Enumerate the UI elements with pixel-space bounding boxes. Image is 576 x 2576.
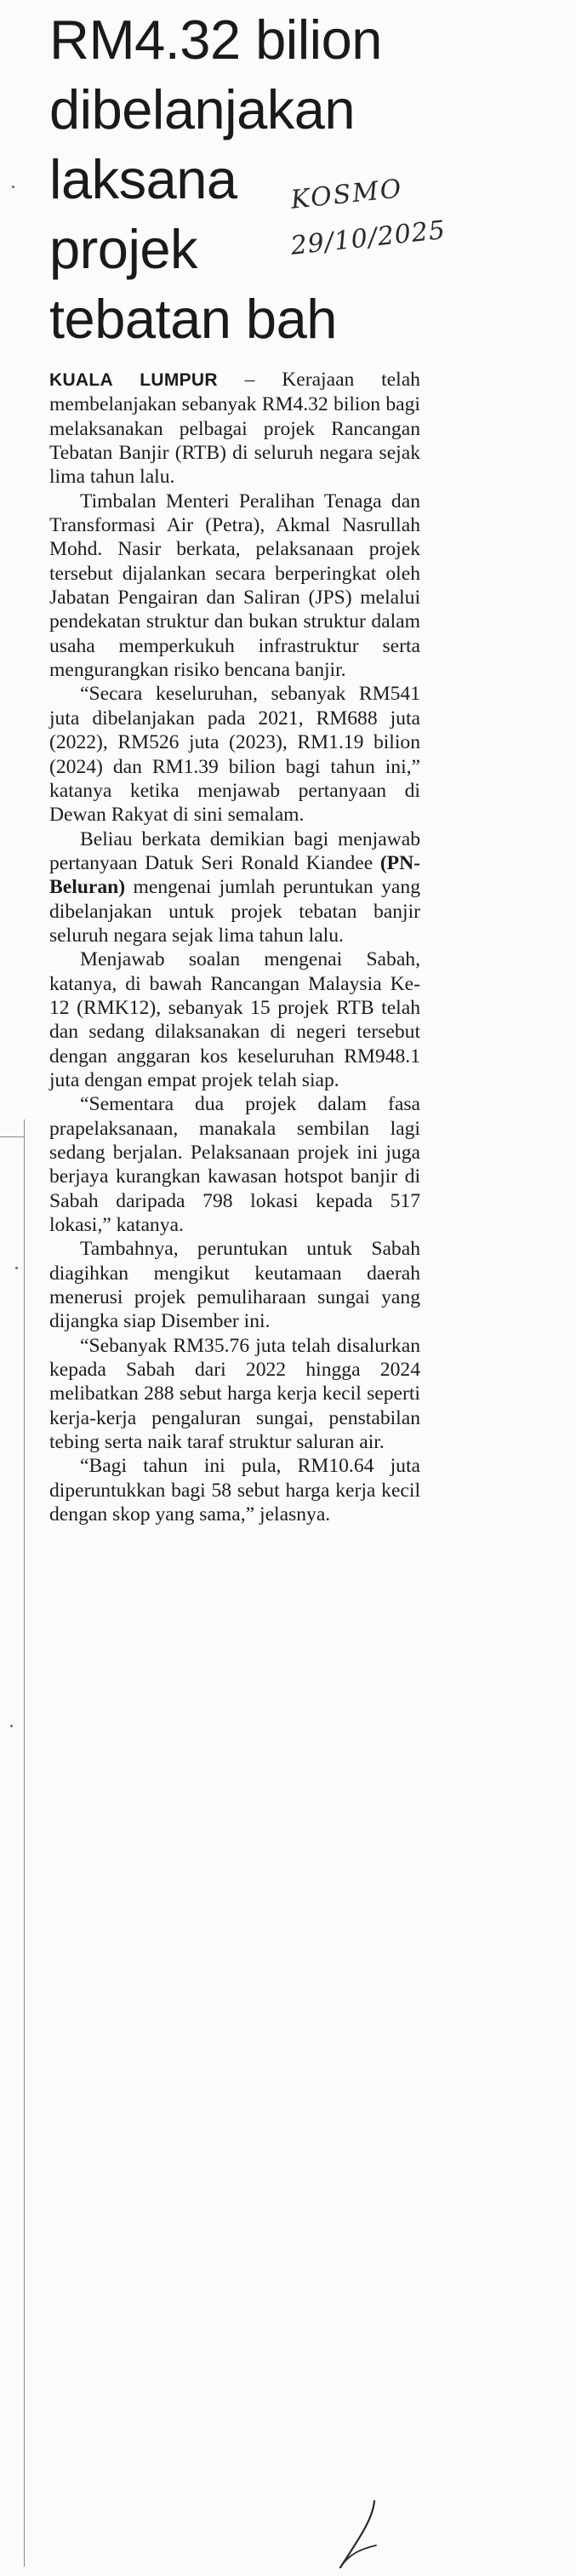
- column-rule-tick: [0, 1136, 24, 1137]
- article-paragraph: “Sebanyak RM35.76 juta telah disalurkan kepada Sabah dari 2022 hingga 2024 melibatkan 288 sebut harga kerja kecil seperti kerja-kerja pengaluran sungai, penstabilan tebing serta naik taraf struktur saluran air.: [49, 1334, 420, 1454]
- paragraph-text: mengenai jumlah peruntukan yang dibelanjakan untuk projek tebatan banjir seluruh negara sejak lima tahun lalu.: [49, 876, 420, 947]
- dateline: KUALA LUMPUR: [49, 370, 218, 390]
- headline-line: dibelanjakan: [49, 78, 356, 140]
- article-paragraph: [49, 368, 420, 489]
- article-paragraph: “Secara keseluruhan, sebanyak RM541 juta dibelanjakan pada 2021, RM688 juta (2022), RM526 juta (2023), RM1.19 bilion (2024) dan RM1.39 bilion bagi tahun ini,” katanya ketika menjawab pertanyaan di Dewan Rakyat di sini semalam.: [49, 683, 420, 827]
- article-paragraph: “Sementara dua projek dalam fasa prapelaksanaan, manakala sembilan lagi sedang berjalan. Pelaksanaan projek ini juga berjaya kurangkan kawasan hotspot banjir di Sabah daripada 798 lokasi kepada 517 lokasi,” katanya.: [49, 1093, 420, 1237]
- article-paragraph: “Bagi tahun ini pula, RM10.64 juta diperuntukkan bagi 58 sebut harga kerja kecil dengan skop yang sama,” jelasnya.: [49, 1455, 420, 1526]
- party-constituency: (PN-Beluran): [49, 851, 420, 899]
- headline: [49, 5, 526, 354]
- column-rule: [24, 1119, 25, 2567]
- headline-line: projek: [49, 218, 198, 280]
- article-body: [49, 368, 420, 1527]
- paragraph-text: Beliau berkata demikian bagi menjawab pertanyaan Datuk Seri Ronald Kiandee: [49, 827, 420, 874]
- headline-line: laksana: [49, 148, 237, 210]
- pen-mark: [323, 2494, 425, 2571]
- headline-line: RM4.32 bilion: [49, 9, 382, 71]
- article-paragraph: [49, 827, 420, 948]
- handwritten-date-note: 29/10/2025: [289, 215, 448, 261]
- scan-speck: [12, 186, 14, 188]
- article-paragraph: Tambahnya, peruntukan untuk Sabah diagihkan mengikut keutamaan daerah menerusi projek pemuliharaan sungai yang dijangka siap Disember ini.: [49, 1238, 420, 1333]
- article-paragraph: Timbalan Menteri Peralihan Tenaga dan Transformasi Air (Petra), Akmal Nasrullah Mohd. Nasir berkata, pelaksanaan projek tersebut dijalankan secara berperingkat oleh Jabatan Pengairan dan Saliran (JPS) melalui pendekatan struktur dan bukan struktur dalam usaha memperkukuh infrastruktur serta mengurangkan risiko bencana banjir.: [49, 489, 420, 682]
- headline-line: tebatan bah: [49, 288, 337, 350]
- scan-speck: [10, 1725, 13, 1727]
- article-paragraph: Menjawab soalan mengenai Sabah, katanya, di bawah Rancangan Malaysia Ke-12 (RMK12), sebanyak 15 projek RTB telah dan sedang dilaksanakan di negeri tersebut dengan anggaran kos keseluruhan RM948.1 juta dengan empat projek telah siap.: [49, 948, 420, 1091]
- handwritten-source-note: KOSMO: [289, 174, 405, 215]
- scan-speck: [15, 1267, 18, 1269]
- paragraph-text: – Kerajaan telah membelanjakan sebanyak RM4.32 bilion bagi melaksanakan pelbagai projek Rancangan Tebatan Banjir (RTB) di seluruh negara sejak lima tahun lalu.: [49, 369, 420, 489]
